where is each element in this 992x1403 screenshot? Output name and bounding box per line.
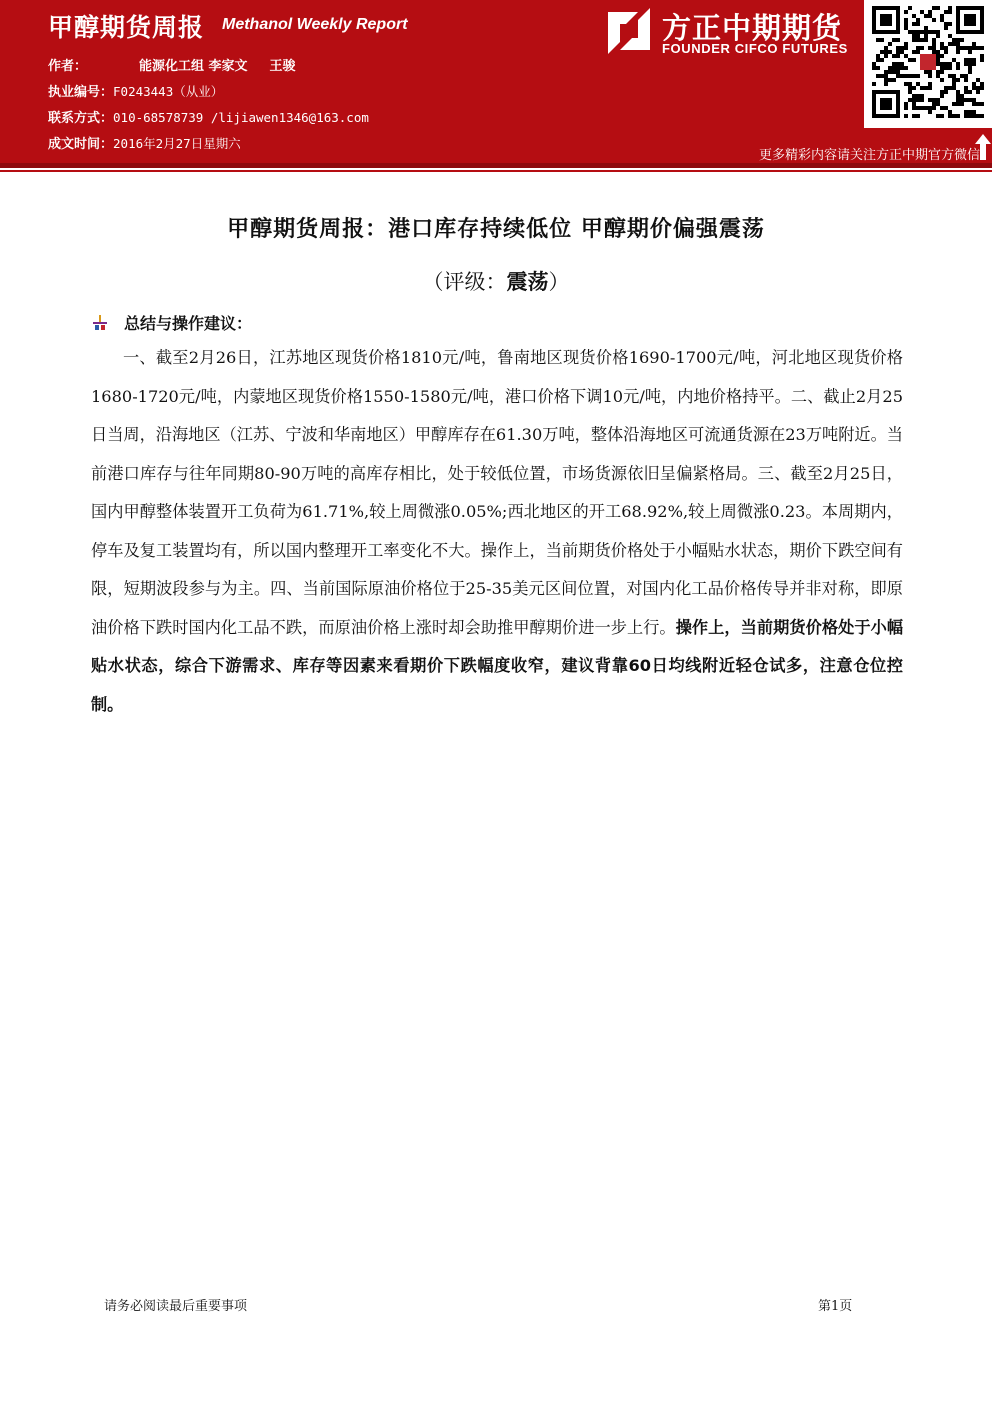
brand-name-cn: 方正中期期货 bbox=[662, 11, 843, 45]
report-title-en: Methanol Weekly Report bbox=[222, 16, 408, 33]
header-divider bbox=[0, 163, 992, 168]
section-heading bbox=[92, 311, 252, 334]
contact-row bbox=[48, 107, 369, 126]
qr-code[interactable] bbox=[864, 0, 992, 128]
license-value: F0243443（从业） bbox=[113, 84, 224, 99]
license-row bbox=[48, 81, 223, 100]
author-second: 王骏 bbox=[269, 59, 296, 74]
founder-logo-icon bbox=[604, 8, 654, 54]
license-label: 执业编号： bbox=[48, 85, 114, 100]
date-label: 成文时间： bbox=[48, 137, 114, 152]
qr-code-icon bbox=[872, 6, 984, 118]
date-row bbox=[48, 133, 241, 152]
footer-disclaimer: 请务必阅读最后重要事项 bbox=[104, 1299, 248, 1314]
page-number: 第1页 bbox=[818, 1299, 853, 1314]
report-title-cn: 甲醇期货周报 bbox=[48, 13, 205, 42]
section-heading-text: 总结与操作建议： bbox=[124, 314, 253, 333]
date-value: 2016年2月27日星期六 bbox=[113, 136, 241, 151]
follow-wechat-text: 更多精彩内容请关注方正中期官方微信 bbox=[758, 148, 980, 163]
summary-text: 一、截至2月26日，江苏地区现货价格1810元/吨，鲁南地区现货价格1690-1700元/吨，河北地区现货价格1680-1720元/吨，内蒙地区现货价格1550-1580元/吨，港口价格下调10元/吨，内地价格持平。二、截止2月25日当周，沿海地区（江苏、宁波和华南地区）甲醇库存在61.30万吨，整体沿海地区可流通货源在23万吨附近。当前港口库存与往年同期80-90万吨的高库存相比，处于较低位置，市场货源依旧呈偏紧格局。三、截至2月25日，国内甲醇整体装置开工负荷为61.71%,较上周微涨0.05%;西北地区的开工68.92%,较上周微涨0.23。本周期内，停车及复工装置均有，所以国内整理开工率变化不大。操作上，当前期货价格处于小幅贴水状态，期价下跌空间有限，短期波段参与为主。四、当前国际原油价格位于25-35美元区间位置，对国内化工品价格传导并非对称，即原油价格下跌时国内化工品不跌，而原油价格上涨时却会助推甲醇期价进一步上行。 bbox=[91, 348, 903, 637]
summary-paragraph bbox=[91, 339, 903, 724]
up-arrow-icon bbox=[975, 134, 991, 160]
summary-recommendation: 操作上，当前期货价格处于小幅贴水状态，综合下游需求、库存等因素来看期价下跌幅度收窄，建议背靠60日均线附近轻仓试多，注意仓位控制。 bbox=[91, 617, 904, 714]
brand-name-en: FOUNDER CIFCO FUTURES bbox=[662, 41, 848, 56]
author-label: 作者： bbox=[48, 59, 88, 74]
rating-line bbox=[0, 266, 992, 296]
author-row bbox=[48, 55, 296, 74]
header-divider-thin bbox=[0, 170, 992, 172]
report-header bbox=[0, 0, 992, 163]
bullet-icon bbox=[92, 315, 108, 331]
document-title: 甲醇期货周报：港口库存持续低位 甲醇期价偏强震荡 bbox=[227, 216, 765, 242]
contact-value: 010-68578739 /lijiawen1346@163.com bbox=[113, 110, 369, 125]
author-group: 能源化工组 李家文 bbox=[139, 59, 248, 74]
rating-suffix: ） bbox=[548, 270, 570, 294]
rating-prefix: （评级： bbox=[422, 270, 507, 294]
contact-label: 联系方式： bbox=[48, 111, 114, 126]
rating-value: 震荡 bbox=[506, 269, 549, 294]
